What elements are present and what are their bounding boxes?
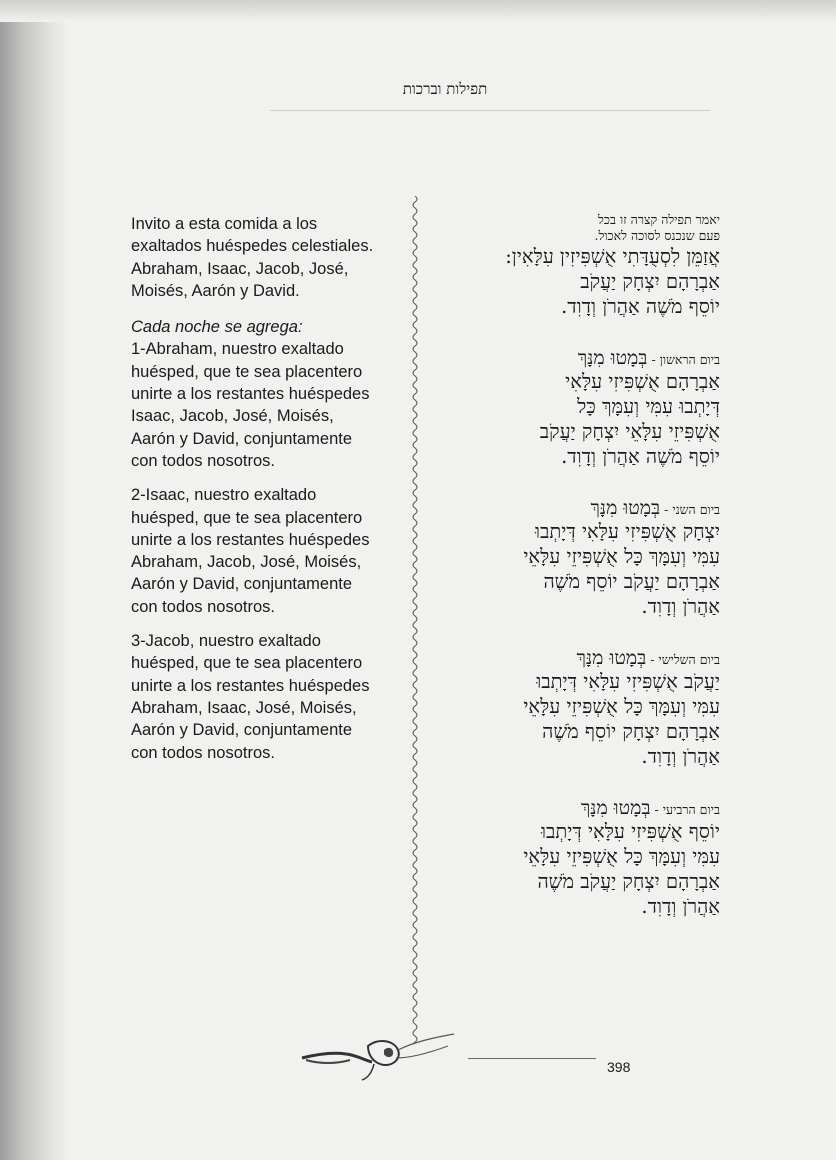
book-gutter-shadow (0, 0, 70, 1160)
page-header-title: תפילות וברכות (402, 80, 488, 98)
guest-paragraph-3: 3-Jacob, nuestro exaltado huésped, que te sea placentero unirte a los restantes huéspedes Abraham, Isaac, José, Moisés, Aarón y David, conjuntamente con todos nosotros. (131, 632, 370, 762)
day-line: אַהֲרֹן וְדָוִד. (641, 895, 720, 918)
day-2-label (430, 499, 720, 519)
hebrew-column (430, 212, 720, 919)
day-line: אַבְרָהָם יִצְחָק יוֹסֵף מֹשֶׁה (542, 720, 720, 743)
day-line: אַבְרָהָם יַעֲקֹב יוֹסֵף מֹשֶׁה (543, 570, 720, 593)
wavy-divider (405, 196, 425, 1044)
day-line: אַהֲרֹן וְדָוִד. (641, 745, 720, 768)
day-label-text: ביום השלישי - (650, 652, 720, 667)
guest-paragraph-1: 1-Abraham, nuestro exaltado huésped, que te sea placentero unirte a los restantes huéspedes Isaac, Jacob, José, Moisés, Aarón y David, conjuntamente con todos nosotros. (131, 340, 370, 470)
page-number: 398 (607, 1059, 631, 1075)
day-label-text: ביום הראשון - (651, 352, 720, 367)
day-line: עִמִּי וְעִמָּךְ כָּל אֻשְׁפִּיזֵי עִלָּאֵי (523, 545, 720, 568)
day-4-label (430, 799, 720, 819)
day-line: יַעֲקֹב אֻשְׁפִּיזִי עִלָּאִי דְּיָתְבוּ (536, 670, 720, 693)
day-line: אַבְרָהָם אֻשְׁפִּיזִי עִלָּאִי (565, 370, 720, 393)
opening-invitation (430, 244, 720, 319)
guest-paragraph-2: 2-Isaac, nuestro exaltado huésped, que te sea placentero unirte a los restantes huéspedes Abraham, Jacob, José, Moisés, Aarón y David, conjuntamente con todos nosotros. (131, 486, 370, 616)
day-line: יִצְחָק אֻשְׁפִּיזִי עִלָּאִי דְּיָתְבוּ (534, 520, 720, 543)
day-1-block (430, 349, 720, 469)
day-label-hebrew: בְּמָטוּ מִנָּךְ (580, 797, 651, 819)
day-label-text: ביום הרביעי - (654, 802, 720, 817)
opening-line: אֲזַמֵּן לִסְעֻדָּתִי אֻשְׁפִּיזִין עִלָּאִין: (505, 245, 720, 268)
nightly-subhead: Cada noche se agrega: (131, 318, 303, 337)
scan-top-band (0, 0, 836, 22)
day-label-hebrew: בְּמָטוּ מִנָּךְ (590, 497, 661, 519)
day-3-block (430, 649, 720, 769)
day-line: דְּיָתְבוּ עִמִּי וְעִמָּךְ כָּל (577, 395, 720, 418)
day-label-hebrew: בְּמָטוּ מִנָּךְ (577, 347, 648, 369)
day-line: אַבְרָהָם יִצְחָק יַעֲקֹב מֹשֶׁה (537, 870, 720, 893)
day-label-hebrew: בְּמָטוּ מִנָּךְ (576, 647, 647, 669)
day-line: אֻשְׁפִּיזֵי עִלָּאֵי יִצְחָק יַעֲקֹב (539, 420, 720, 443)
day-3-label (430, 649, 720, 669)
header-rule (270, 110, 710, 111)
instruction-line-1: יאמר תפילה קצרה זו בכל (598, 212, 720, 227)
instruction-line-2: פעם שנכנס לסוכה לאכול. (594, 228, 720, 243)
day-line: עִמִּי וְעִמָּךְ כָּל אֻשְׁפִּיזֵי עִלָּאֵי (523, 695, 720, 718)
day-line: אַהֲרֹן וְדָוִד. (641, 595, 720, 618)
floral-ornament-icon (298, 1024, 458, 1084)
intro-paragraph: Invito a esta comida a los exaltados huéspedes celestiales. Abraham, Isaac, Jacob, José, Moisés, Aarón y David. (131, 215, 374, 300)
day-line: עִמִּי וְעִמָּךְ כָּל אֻשְׁפִּיזֵי עִלָּאֵי (523, 845, 720, 868)
footer-rule (468, 1058, 596, 1059)
spanish-column (131, 213, 381, 776)
day-4-block (430, 799, 720, 919)
day-label-text: ביום השני - (664, 502, 720, 517)
opening-line: יוֹסֵף מֹשֶׁה אַהֲרֹן וְדָוִד. (561, 295, 720, 318)
day-line: יוֹסֵף מֹשֶׁה אַהֲרֹן וְדָוִד. (561, 445, 720, 468)
day-1-label (430, 349, 720, 369)
day-2-block (430, 499, 720, 619)
day-line: יוֹסֵף אֻשְׁפִּיזִי עִלָּאִי דְּיָתְבוּ (540, 820, 720, 843)
opening-line: אַבְרָהָם יִצְחָק יַעֲקֹב (580, 270, 720, 293)
